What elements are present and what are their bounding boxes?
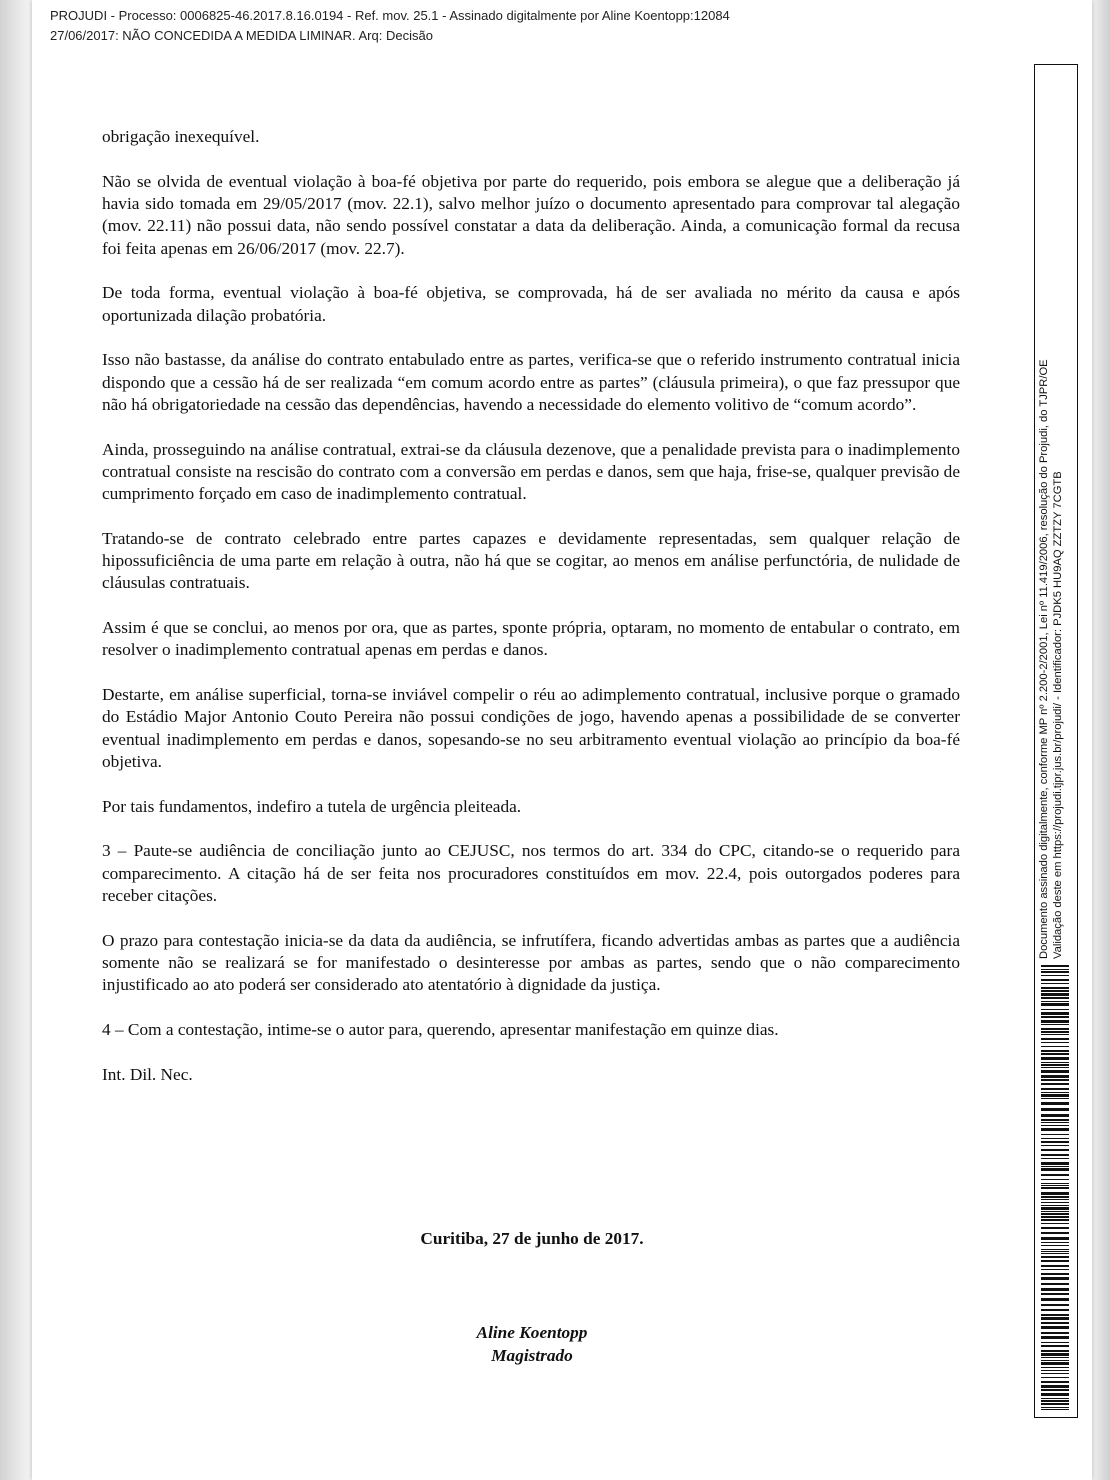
- barcode-bar: [1041, 1024, 1069, 1025]
- barcode-bar: [1041, 1309, 1069, 1311]
- barcode-bar: [1041, 987, 1069, 989]
- barcode-bar: [1041, 1075, 1069, 1078]
- barcode-bar: [1041, 1050, 1069, 1052]
- barcode-bar: [1041, 1237, 1069, 1240]
- barcode-bar: [1041, 1273, 1069, 1275]
- barcode-bar: [1041, 1207, 1069, 1210]
- barcode-bar: [1041, 1381, 1069, 1383]
- barcode-bar: [1041, 1031, 1069, 1033]
- barcode-bar: [1041, 1223, 1069, 1224]
- barcode-bar: [1041, 1373, 1069, 1374]
- barcode-bar: [1041, 1242, 1069, 1243]
- barcode-bar: [1041, 1216, 1069, 1218]
- document-header: [50, 6, 850, 46]
- barcode-bar: [1041, 1162, 1069, 1165]
- barcode-bar: [1041, 1357, 1069, 1358]
- barcode-bar: [1041, 1016, 1069, 1018]
- barcode-bar: [1041, 1253, 1069, 1254]
- barcode-bar: [1041, 1317, 1069, 1320]
- barcode-bar: [1041, 1174, 1069, 1176]
- document-body: [102, 126, 960, 1108]
- barcode-bar: [1041, 1098, 1069, 1099]
- barcode-bar: [1041, 1269, 1069, 1270]
- barcode-bar: [1041, 1377, 1069, 1378]
- barcode-bar: [1041, 1314, 1069, 1316]
- barcode-bar: [1041, 975, 1069, 976]
- barcode-bar: [1041, 1304, 1069, 1306]
- barcode-bar: [1041, 1283, 1069, 1285]
- paragraph: O prazo para contestação inicia-se da data da audiência, se infrutífera, ficando advertidas ambas as partes que a audiência somente não se realizará se for manifestado o desinteresse por ambas as partes, sendo que o não comparecimento injustificado ao ato poderá ser considerado ato atentatório à dignidade da justiça.: [102, 930, 960, 995]
- barcode-bar: [1041, 1403, 1069, 1405]
- barcode-bar: [1041, 1179, 1069, 1180]
- stamp-text-area: [1037, 133, 1065, 959]
- barcode-bar: [1041, 1227, 1069, 1229]
- barcode-bar: [1041, 1145, 1069, 1146]
- barcode-bar: [1041, 1141, 1069, 1143]
- barcode-bar: [1041, 1114, 1069, 1117]
- barcode-bar: [1041, 993, 1069, 996]
- barcode-bar: [1041, 1154, 1069, 1156]
- barcode-icon: [1041, 965, 1069, 1411]
- barcode-bar: [1041, 1336, 1069, 1339]
- barcode-bar: [1041, 1389, 1069, 1391]
- viewer-right-margin: [1092, 0, 1110, 1480]
- barcode-bar: [1041, 1185, 1069, 1186]
- barcode-bar: [1041, 979, 1069, 981]
- paragraph: Destarte, em análise superficial, torna-se inviável compelir o réu ao adimplemento contratual, inclusive porque o gramado do Estádio Major Antonio Couto Pereira não possui condições de jogo, havendo apenas a possibilidade de se converter eventual inadimplemento em perdas e danos, sopesando-se no seu arbitramento eventual violação ao princípio da boa-fé objetiva.: [102, 685, 960, 771]
- barcode-bar: [1041, 1092, 1069, 1093]
- barcode-bar: [1041, 1398, 1069, 1399]
- barcode-bar: [1041, 1322, 1069, 1324]
- signature-block: [32, 1321, 1032, 1367]
- stamp-line-1: Documento assinado digitalmente, conforme MP nº 2.200-2/2001, Lei nº 11.419/2006, resolução do Projudi, do TJPR/OE: [1038, 359, 1050, 959]
- header-line-1: PROJUDI - Processo: 0006825-46.2017.8.16.0194 - Ref. mov. 25.1 - Assinado digitalmente por Aline Koentopp:12084: [50, 8, 730, 23]
- barcode-bar: [1041, 1187, 1069, 1189]
- barcode-bar: [1041, 1199, 1069, 1200]
- barcode-bar: [1041, 1046, 1069, 1047]
- barcode-bar: [1041, 1119, 1069, 1121]
- barcode-bar: [1041, 1256, 1069, 1258]
- paragraph: Tratando-se de contrato celebrado entre partes capazes e devidamente representadas, sem qualquer relação de hipossuficiência de uma parte em relação à outra, não há que se cogitar, ao menos em análise perfunctória, de nulidade de cláusulas contratuais.: [102, 528, 960, 593]
- barcode-bar: [1041, 1034, 1069, 1035]
- barcode-bar: [1041, 1409, 1069, 1410]
- barcode-bar: [1041, 1038, 1069, 1040]
- barcode-bar: [1041, 1192, 1069, 1195]
- barcode-bar: [1041, 1213, 1069, 1215]
- barcode-bar: [1041, 1232, 1069, 1234]
- barcode-bar: [1041, 1362, 1069, 1365]
- barcode-bar: [1041, 1211, 1069, 1212]
- paragraph: Assim é que se conclui, ao menos por ora, que as partes, sponte própria, optaram, no momento de entabular o contrato, em resolver o inadimplemento contratual apenas em perdas e danos.: [102, 618, 960, 660]
- paragraph: Por tais fundamentos, indefiro a tutela de urgência pleiteada.: [102, 796, 522, 816]
- barcode-bar: [1041, 1079, 1069, 1081]
- barcode-bar: [1041, 1125, 1069, 1126]
- barcode-bar: [1041, 1326, 1069, 1329]
- document-page: [32, 0, 1092, 1480]
- barcode-bar: [1041, 1003, 1069, 1006]
- barcode-bar: [1041, 1360, 1069, 1361]
- barcode-bar: [1041, 1168, 1069, 1171]
- barcode-bar: [1041, 1009, 1069, 1010]
- stamp-line-2: Validação deste em https://projudi.tjpr.jus.br/projudi/ - Identificador: PJDK5 HU9AQ ZZTZY 7CGTB: [1052, 471, 1064, 959]
- barcode-bar: [1041, 1070, 1069, 1073]
- barcode-bar: [1041, 1166, 1069, 1167]
- barcode-bar: [1041, 1251, 1069, 1252]
- barcode-bar: [1041, 1053, 1069, 1055]
- barcode-bar: [1041, 1062, 1069, 1063]
- signer-name: Aline Koentopp: [476, 1323, 588, 1342]
- barcode-bar: [1041, 1393, 1069, 1396]
- barcode-bar: [1041, 1001, 1069, 1002]
- barcode-bar: [1041, 1012, 1069, 1015]
- barcode-bar: [1041, 965, 1069, 967]
- barcode-bar: [1041, 1196, 1069, 1198]
- barcode-bar: [1041, 1057, 1069, 1060]
- barcode-bar: [1041, 969, 1069, 970]
- barcode-bar: [1041, 1350, 1069, 1352]
- barcode-bar: [1041, 1288, 1069, 1291]
- viewer-left-margin: [0, 0, 32, 1480]
- barcode-bar: [1041, 1385, 1069, 1388]
- paragraph: Ainda, prosseguindo na análise contratual, extrai-se da cláusula dezenove, que a penalidade prevista para o inadimplemento contratual consiste na rescisão do contrato com a conversão em perdas e danos, sem que haja, frise-se, qualquer previsão de cumprimento forçado em caso de inadimplemento contratual.: [102, 439, 960, 504]
- barcode-bar: [1041, 1128, 1069, 1131]
- barcode-bar: [1041, 1202, 1069, 1203]
- paragraph: Int. Dil. Nec.: [102, 1064, 193, 1084]
- barcode-bar: [1041, 1298, 1069, 1301]
- signer-title: Magistrado: [491, 1346, 573, 1365]
- barcode-bar: [1041, 1083, 1069, 1085]
- barcode-bar: [1041, 1400, 1069, 1402]
- barcode-bar: [1041, 1265, 1069, 1267]
- barcode-bar: [1041, 1245, 1069, 1246]
- barcode-bar: [1041, 1122, 1069, 1123]
- barcode-bar: [1041, 1183, 1069, 1184]
- barcode-bar: [1041, 1353, 1069, 1356]
- barcode-bar: [1041, 1102, 1069, 1105]
- barcode-bar: [1041, 1367, 1069, 1368]
- closing-date: Curitiba, 27 de junho de 2017.: [420, 1229, 644, 1248]
- barcode-bar: [1041, 1370, 1069, 1371]
- barcode-bar: [1041, 990, 1069, 992]
- barcode-bar: [1041, 1134, 1069, 1135]
- barcode-bar: [1041, 1042, 1069, 1043]
- paragraph: 3 – Paute-se audiência de conciliação junto ao CEJUSC, nos termos do art. 334 do CPC, citando-se o requerido para comparecimento. A citação há de ser feita nos procuradores constituídos em mov. 22.4, pois outorgados poderes para receber citações.: [102, 841, 960, 905]
- paragraph: obrigação inexequível.: [102, 127, 260, 146]
- barcode-bar: [1041, 1219, 1069, 1221]
- barcode-bar: [1041, 1260, 1069, 1262]
- paragraph: 4 – Com a contestação, intime-se o autor para, querendo, apresentar manifestação em quinze dias.: [102, 1019, 779, 1039]
- barcode-bar: [1041, 1342, 1069, 1343]
- header-line-2: 27/06/2017: NÃO CONCEDIDA A MEDIDA LIMINAR. Arq: Decisão: [50, 28, 433, 43]
- barcode-bar: [1041, 1067, 1069, 1068]
- barcode-bar: [1041, 1028, 1069, 1030]
- stamp-text-rotated: [1037, 133, 1065, 959]
- barcode-bar: [1041, 1094, 1069, 1097]
- barcode-bar: [1041, 1205, 1069, 1206]
- barcode-bar: [1041, 971, 1069, 973]
- barcode-bar: [1041, 1407, 1069, 1408]
- barcode-bar: [1041, 1088, 1069, 1090]
- barcode-bar: [1041, 1332, 1069, 1334]
- digital-signature-stamp: [1034, 64, 1078, 1418]
- paragraph: Isso não bastasse, da análise do contrato entabulado entre as partes, verifica-se que o referido instrumento contratual inicia dispondo que a cessão há de ser realizada “em comum acordo entre as partes” (cláusula primeira), o que faz pressupor que não há obrigatoriedade na cessão das dependências, havendo a necessidade do elemento volitivo de “comum acordo”.: [102, 350, 960, 414]
- barcode-bar: [1041, 1158, 1069, 1159]
- barcode-bar: [1041, 1108, 1069, 1111]
- barcode-bar: [1041, 1277, 1069, 1280]
- barcode-bar: [1041, 1138, 1069, 1139]
- barcode-bar: [1041, 1064, 1069, 1066]
- barcode-bar: [1041, 997, 1069, 999]
- barcode-bar: [1041, 1149, 1069, 1151]
- barcode-bar: [1041, 983, 1069, 984]
- barcode-bar: [1041, 1249, 1069, 1250]
- barcode-bar: [1041, 1293, 1069, 1295]
- paragraph: De toda forma, eventual violação à boa-fé objetiva, se comprovada, há de ser avaliada no mérito da causa e após oportunizada dilação probatória.: [102, 283, 960, 325]
- barcode-bar: [1041, 1020, 1069, 1023]
- barcode-bar: [1041, 1345, 1069, 1347]
- paragraph: Não se olvida de eventual violação à boa-fé objetiva por parte do requerido, pois embora se alegue que a deliberação já havia sido tomada em 29/05/2017 (mov. 22.1), salvo melhor juízo o documento apresentado para comprovar tal alegação (mov. 22.11) não possui data, não sendo possível constatar a data da deliberação. Ainda, a comunicação formal da recusa foi feita apenas em 26/06/2017 (mov. 22.7).: [102, 171, 960, 258]
